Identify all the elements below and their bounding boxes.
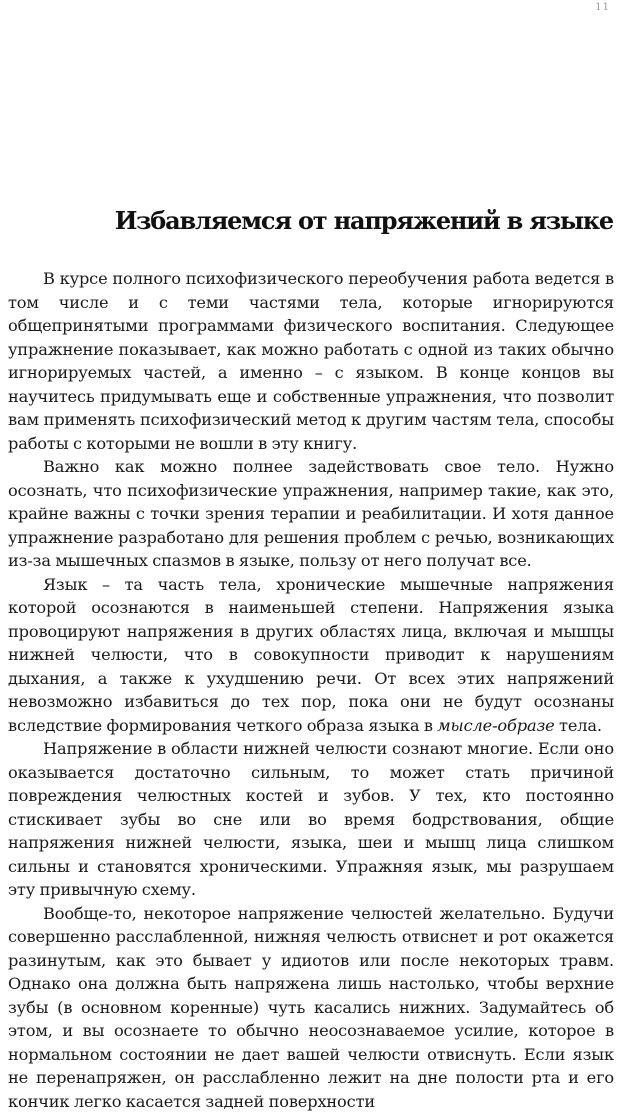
paragraph-2: Важно как можно полнее задействовать свое тело. Нужно осознать, что психофизические упражнения, например такие, как это, крайне важны с точки зрения терапии и реабилитации. И хотя данное упражнение разработано для решения проблем с речью, возникающих из-за мышечных спазмов в языке, пользу от него получат все. <box>8 455 614 573</box>
paragraph-1: В курсе полного психофизического переобучения работа ведется в том числе и с теми частями тела, которые игнорируются общепринятыми программами физического воспитания. Следующее упражнение показывает, как можно работать с одной из таких обычно игнорируемых частей, а именно – с языком. В конце концов вы научитесь придумывать еще и собственные упражнения, что позволит вам применять психофизический метод к другим частям тела, способы работы с которыми не вошли в эту книгу. <box>8 267 614 455</box>
paragraph-3-italic-term: мысле-образе <box>437 716 554 735</box>
page-number: 11 <box>595 2 610 13</box>
paragraph-3-text-after: тела. <box>555 716 602 735</box>
paragraph-4: Напряжение в области нижней челюсти сознают многие. Если оно оказывается достаточно сильным, то может стать причиной повреждения челюстных костей и зубов. У тех, кто постоянно стискивает зубы во сне или во время бодрствования, общие напряжения нижней челюсти, языка, шеи и мышц лица слишком сильны и становятся хроническими. Упражняя язык, мы разрушаем эту привычную схему. <box>8 737 614 902</box>
chapter-title: Избавляемся от напряжений в языке <box>115 206 613 235</box>
body-text <box>8 267 614 1113</box>
paragraph-5: Вообще-то, некоторое напряжение челюстей желательно. Будучи совершенно расслабленной, нижняя челюсть отвиснет и рот окажется разинутым, как это бывает у идиотов или после некоторых травм. Однако она должна быть напряжена лишь настолько, чтобы верхние зубы (в основном коренные) чуть касались нижних. Задумайтесь об этом, и вы осознаете то обычно неосознаваемое усилие, которое в нормальном состоянии не дает вашей челюсти отвиснуть. Если язык не перенапряжен, он расслабленно лежит на дне полости рта и его кончик легко касается задней поверхности <box>8 902 614 1113</box>
paragraph-3-text-before: Язык – та часть тела, хронические мышечные напряжения которой осознаются в наименьшей степени. Напряжения языка провоцируют напряжения в других областях лица, включая и мышцы нижней челюсти, что в совокупности приводит к нарушениям дыхания, а также к ухудшению речи. От всех этих напряжений невозможно избавиться до тех пор, пока они не будут осознаны вследствие формирования четкого образа языка в <box>8 575 614 735</box>
paragraph-3 <box>8 573 614 738</box>
